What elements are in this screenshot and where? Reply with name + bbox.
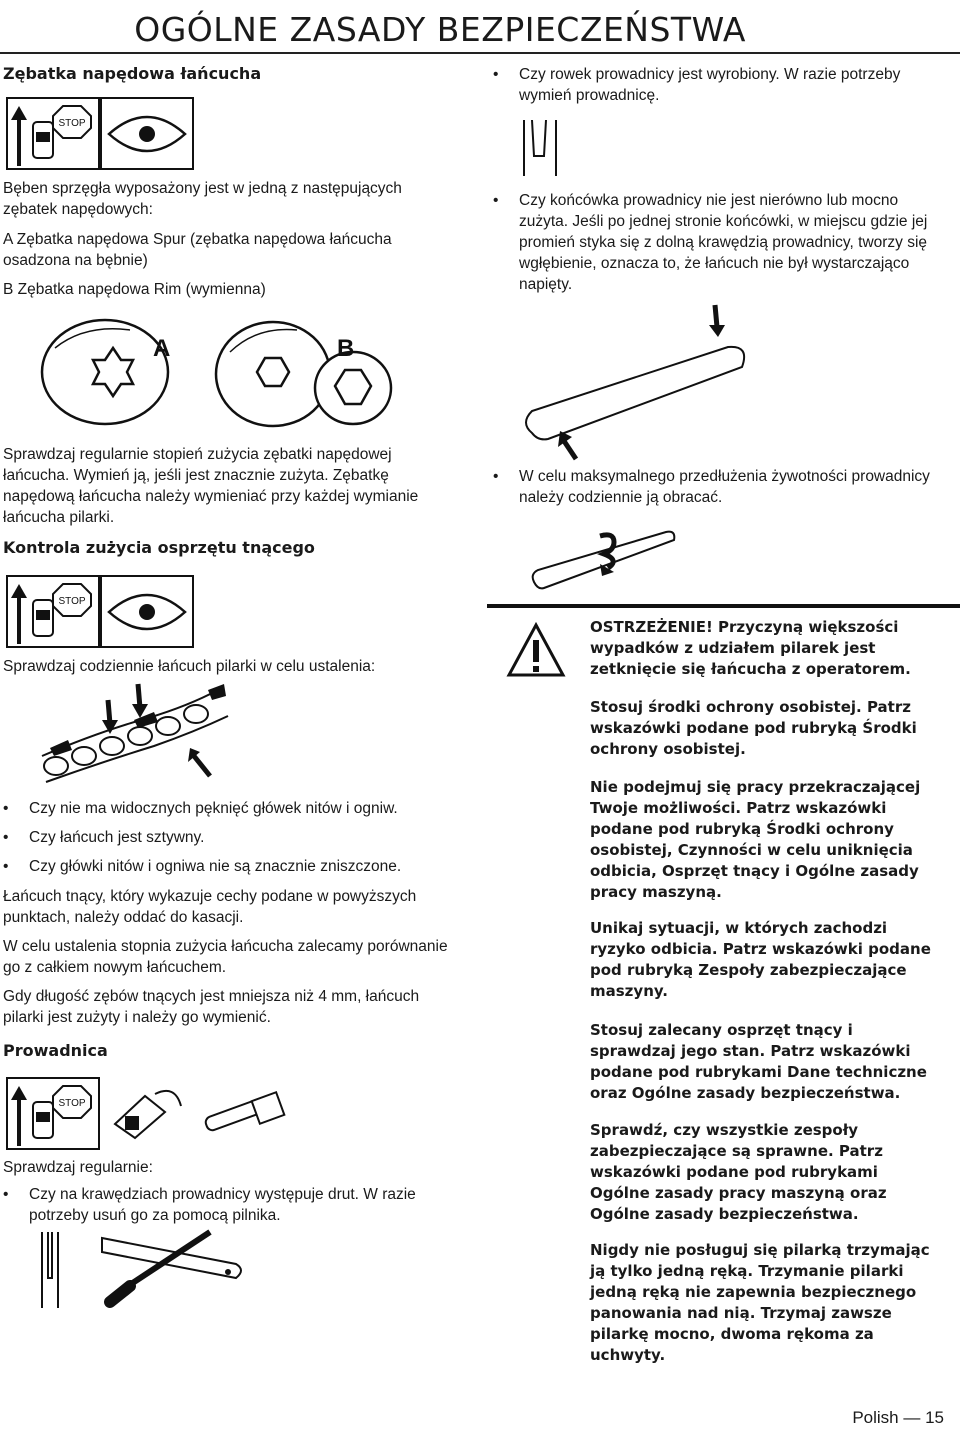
- warning-lead: OSTRZEŻENIE! Przyczyną większości wypadków z udziałem pilarek jest zetknięcie się łańcucha z operatorem.: [590, 618, 911, 678]
- sprocket-diagram: [35, 318, 455, 428]
- sprocket-intro: Bęben sprzęgła wyposażony jest w jedną z następujących zębatek napędowych:: [3, 180, 402, 218]
- bar-flip-diagram: [528, 524, 678, 592]
- right-bullet: • Czy rowek prowadnicy jest wyrobiony. W razie potrzeby wymień prowadnicę.: [493, 64, 948, 106]
- warning-rule: [487, 604, 960, 608]
- header-rule: [0, 52, 960, 54]
- page-footer: Polish — 15: [852, 1408, 944, 1427]
- grease-gun-icon: [115, 1091, 181, 1138]
- right-bullet: • Czy końcówka prowadnicy nie jest nierówno lub mocno zużyta. Jeśli po jednej stronie końcówki, w miejscu gdzie jej promień styka się z dolną krawędzią prowadnicy, tworzy się wgłębienie, oznacza to, że łańcuch nie był wystarczająco napięty.: [493, 190, 948, 295]
- warning-triangle-icon: [506, 622, 566, 678]
- svg-text:STOP: STOP: [58, 596, 86, 607]
- warning-paragraph: Unikaj sytuacji, w których zachodzi ryzyko odbicia. Patrz wskazówki podane pod rubryką Zespoły zabezpieczające maszyny.: [590, 919, 931, 1000]
- bar-heading: Prowadnica: [3, 1041, 108, 1060]
- svg-text:STOP: STOP: [58, 1098, 86, 1109]
- saw-chain-diagram: [38, 676, 238, 791]
- chain-bullet: • Czy główki nitów i ogniwa nie są znacznie zniszczone.: [3, 856, 463, 877]
- inspect-eye-icon: [101, 98, 193, 169]
- warning-paragraph: Stosuj środki ochrony osobistej. Patrz wskazówki podane pod rubryką Środki ochrony osobistej.: [590, 698, 917, 758]
- label-a: A: [153, 335, 171, 362]
- warning-paragraph: Nigdy nie posługuj się pilarką trzymając ją tylko jedną ręką. Trzymanie pilarki jedną ręką nie zapewnia bezpiecznego panowania nad nią. Trzymaj zawsze pilarkę mocno, dwoma rękoma za uchwyty.: [590, 1241, 930, 1364]
- bar-groove-icon: [522, 116, 562, 178]
- chain-bullet: • Czy nie ma widocznych pęknięć główek nitów i ogniw.: [3, 798, 463, 819]
- stop-engine-icon: [7, 98, 99, 169]
- bar-file-diagram: [40, 1228, 250, 1312]
- depth-gauge-icon: [204, 1092, 284, 1132]
- spur-sprocket-icon: [42, 320, 171, 424]
- warning-paragraph: Sprawdź, czy wszystkie zespoły zabezpieczające są sprawne. Patrz wskazówki podane pod rubrykami Ogólne zasady pracy maszyną oraz Ogólne zasady bezpieczeństwa.: [590, 1121, 887, 1223]
- sprocket-check-text: Sprawdzaj regularnie stopień zużycia zębatki napędowej łańcucha. Wymień ją, jeśli jest znacznie zużyta. Zębatkę napędową łańcucha należy wymieniać przy każdej wymianie łańcucha pilarki.: [3, 446, 419, 526]
- stop-text: STOP: [58, 118, 86, 129]
- warning-paragraph: Stosuj zalecany osprzęt tnący i sprawdzaj jego stan. Patrz wskazówki podane pod rubrykami Dane techniczne oraz Ogólne zasady bezpieczeństwa.: [590, 1021, 927, 1102]
- chain-check-intro: Sprawdzaj codziennie łańcuch pilarki w celu ustalenia:: [3, 658, 376, 675]
- bar-maintenance-icons: [5, 1076, 295, 1151]
- right-bullet: • W celu maksymalnego przedłużenia żywotności prowadnicy należy codziennie ją obracać.: [493, 466, 948, 508]
- rim-sprocket-icon: [216, 322, 391, 426]
- worn-bar-diagram: [518, 303, 758, 461]
- sprocket-heading: Zębatka napędowa łańcucha: [3, 64, 262, 83]
- chain-bullets: [3, 798, 463, 877]
- sprocket-b-text: B Zębatka napędowa Rim (wymienna): [3, 281, 266, 298]
- warning-paragraph: Nie podejmuj się pracy przekraczającej Twoje możliwości. Patrz wskazówki podane pod rubryką Środki ochrony osobistej, Czynności w celu uniknięcia odbicia, Osprzęt tnący i Ogólne zasady pracy maszyną.: [590, 778, 921, 901]
- maintenance-icon-strip: [5, 96, 205, 171]
- bar-intro: Sprawdzaj regularnie:: [3, 1159, 153, 1176]
- page-title: OGÓLNE ZASADY BEZPIECZEŃSTWA: [134, 10, 746, 49]
- sprocket-a-text: A Zębatka napędowa Spur (zębatka napędowa łańcucha osadzona na bębnie): [3, 231, 392, 269]
- maintenance-icon-strip-2: [5, 574, 205, 649]
- chain-bullet: • Czy łańcuch jest sztywny.: [3, 827, 463, 848]
- bar-bullet: • Czy na krawędziach prowadnicy występuje drut. W razie potrzeby usuń go za pomocą pilnika.: [3, 1184, 458, 1226]
- cutting-heading: Kontrola zużycia osprzętu tnącego: [3, 538, 315, 557]
- label-b: B: [337, 335, 355, 362]
- chain-paragraph: Łańcuch tnący, który wykazuje cechy podane w powyższych punktach, należy oddać do kasacji.: [3, 888, 417, 926]
- chain-paragraph: Gdy długość zębów tnących jest mniejsza niż 4 mm, łańcuch pilarki jest zużyty i należy go wymienić.: [3, 988, 420, 1026]
- chain-paragraph: W celu ustalenia stopnia zużycia łańcucha zalecamy porównanie go z całkiem nowym łańcuchem.: [3, 938, 448, 976]
